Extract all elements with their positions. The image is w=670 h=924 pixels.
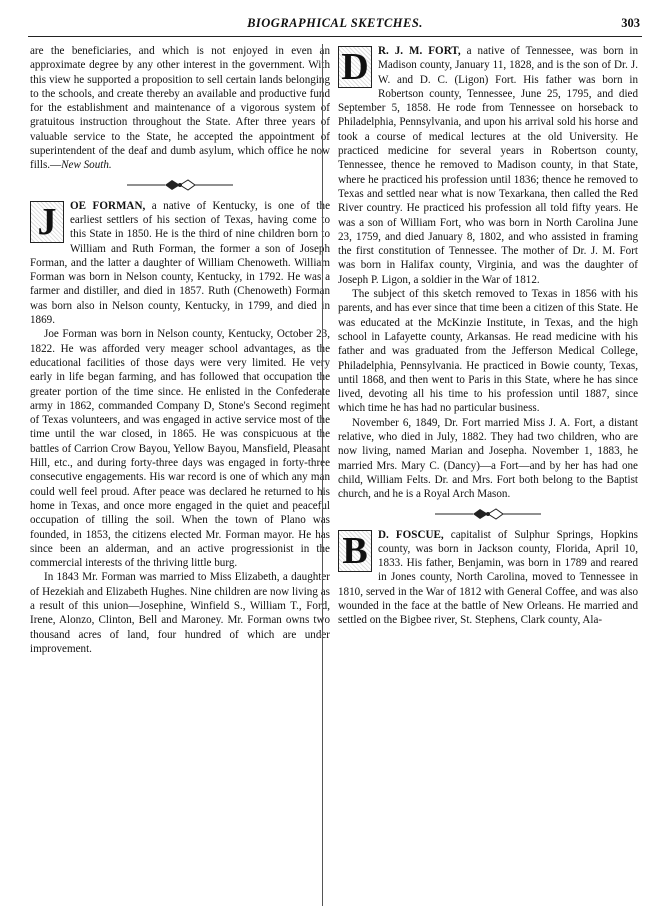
column-divider	[322, 44, 323, 906]
left-column	[30, 44, 330, 656]
dropcap-letter: D	[338, 46, 372, 88]
forman-paragraph-2: Joe Forman was born in Nelson county, Kentucky, October 23, 1822. He was afforded very meager school advantages, as the educational facilities of those days were very limited. He very early in life began farming, and has followed that occupation the greater portion of the time since. He enlisted in the Confederate army in 1862, commanded Company D, Stone's Second regiment of Texas volunteers, and was engaged in active service most of the time until the war closed, in 1865. He was conspicuous at the battles of Carrion Crow Bayou, Yellow Bayou, Mansfield, Pleasant Hill, etc., and during forty-three days was engaged in forty-three consecutive engagements. His war record is one of which any man could well feel proud. After peace was declared he returned to his home in Texas, and once more engaged in the quiet and peaceful occupation of tilling the soil. When the town of Plano was founded, in 1853, the citizens elected Mr. Forman mayor. He has since been an alderman, and an active progressionist in the commercial interests of the thriving little burg.	[30, 328, 330, 570]
forman-paragraph-3: In 1843 Mr. Forman was married to Miss Elizabeth, a daughter of Hezekiah and Elizabeth Hughes. Nine children are now living as a result of this union—Josephine, Winfield S., William T., Ford, Irene, Alonzo, Clinton, Bell and Maroney. Mr. Forman owns two thousand acres of land, four hundred of which are under improvement.	[30, 571, 330, 655]
right-column	[338, 44, 638, 628]
running-title: BIOGRAPHICAL SKETCHES.	[247, 16, 423, 30]
ornament-icon	[433, 508, 543, 520]
ornament-divider	[30, 179, 330, 193]
entry-name: R. J. M. FORT,	[378, 45, 461, 57]
intro-signature: New South.	[61, 159, 112, 172]
ornament-divider	[338, 508, 638, 522]
forman-paragraph-1: J OE FORMAN, a native of Kentucky, is one of the earliest settlers of his section of Texas, having come to this State in 1850. He is the third of nine children born to William and Ruth Forman, the former a son of Joseph Forman, and the latter a daughter of William Chenoweth. William Forman was born in Nelson county, Kentucky, in 1792. He was a farmer and distiller, and died in 1857. Ruth (Chenoweth) Forman was born also in Nelson county, Kentucky, in 1799, and died in 1869.	[30, 199, 330, 327]
foscue-entry	[338, 528, 638, 628]
fort-paragraph-2: The subject of this sketch removed to Texas in 1856 with his parents, and has ever since that time been a citizen of this State. He was educated at the McKinzie Institute, in Texas, and the high school in Lafayette county, Arkansas. He read medicine with his father and was graduated from the Jefferson Medical College, Philadelphia, Pennsylvania. He practiced in Bowie county, Texas, until 1868, and then went to Paris in this State, where he has since lived, devoting all his time to his profession until 1887, since which time he has had no particular business.	[338, 288, 638, 415]
fort-paragraph-1: D R. J. M. FORT, a native of Tennessee, was born in Madison county, January 11, 1828, and is the son of Dr. J. W. and D. C. (Ligon) Fort. His father was born in Robertson county, Tennessee, June 25, 1795, and died September 5, 1858. He rode from Tennessee on horseback to Philadelphia, Pennsylvania, and upon his arrival sold his horse and took a course of medical lectures at the old University. He practiced medicine for several years in Robertson county, Tennessee, thence he removed to Madison county, in that State, where he practiced his profession until 1836; thence he removed to Texas and settled near what is now Texarkana, then called the Red River country. He practiced his profession all told fifty years. He was a son of William Fort, who was born in North Carolina June 23, 1759, and died January 8, 1802, and who assisted in framing the first constitution of Tennessee. The mother of Dr. J. M. Fort was born in Halifax county, Virginia, and was the daughter of Joseph P. Ligon, a soldier in the War of 1812.	[338, 45, 638, 286]
page-header	[30, 14, 640, 36]
dropcap-letter: J	[30, 201, 64, 243]
entry-name: D. FOSCUE,	[378, 528, 444, 541]
entry-name: OE FORMAN,	[70, 199, 146, 212]
foscue-paragraph-1: B D. FOSCUE, capitalist of Sulphur Springs, Hopkins county, was born in Jackson county, Florida, April 10, 1833. His father, Benjamin, was born in 1789 and reared in Jones county, North Carolina, moved to Tennessee in 1810, served in the War of 1812 with General Coffee, and was also wounded in the face at the battle of New Orleans. He married and settled on the Bigbee river, St. Stephens, Clark county, Ala-	[338, 528, 638, 627]
intro-paragraph: are the beneficiaries, and which is not enjoyed in even an approximate degree by any other interest in the government. With this view he supported a proposition to sell certain lands belonging to the schools, and create thereby an available and productive fund for the establishment and maintenance of a vigorous system of gratuitous instruction throughout the State. After three years of valuable service to the State, he accepted the appointment of superintendent of the deaf and dumb asylum, which office he now fills.—New South.	[30, 45, 330, 172]
header-rule	[28, 36, 642, 37]
page-number: 303	[621, 16, 640, 30]
forman-entry	[30, 199, 330, 657]
dropcap-letter: B	[338, 530, 372, 572]
fort-paragraph-3: November 6, 1849, Dr. Fort married Miss J. A. Fort, a distant relative, who died in July, 1882. They had two children, who are now living, named Marian and Josepha. November 1, 1883, he married Mrs. Mary C. (Dancy)—a Fort—and by her has had one child, William Felts. Dr. and Mrs. Fort both belong to the Baptist church, and he is a Royal Arch Mason.	[338, 416, 638, 501]
fort-entry	[338, 44, 638, 502]
ornament-icon	[125, 179, 235, 191]
